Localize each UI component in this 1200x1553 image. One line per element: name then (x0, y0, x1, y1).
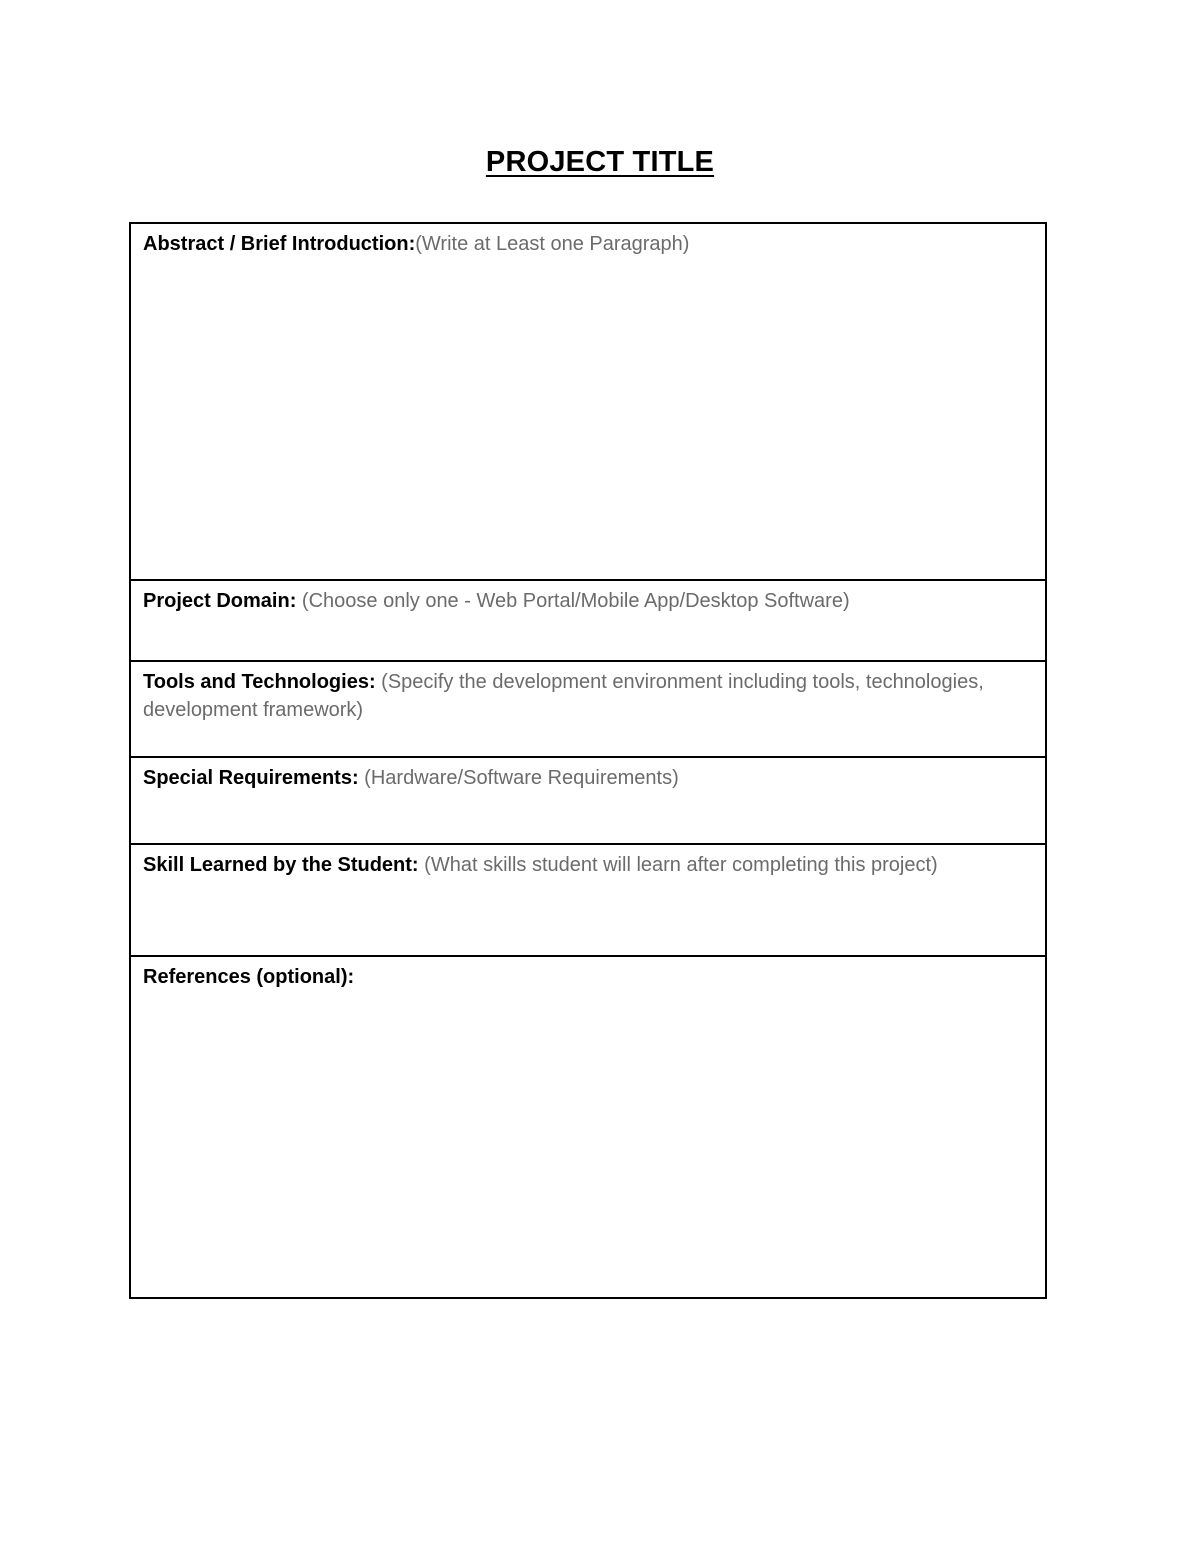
skills-learned-label: Skill Learned by the Student: (143, 854, 419, 876)
abstract-section[interactable] (131, 224, 1045, 581)
abstract-hint: (Write at Least one Paragraph) (415, 233, 690, 255)
references-label: References (optional): (143, 966, 355, 988)
special-requirements-section[interactable] (131, 756, 1045, 845)
special-requirements-label: Special Requirements: (143, 767, 359, 789)
project-domain-section[interactable] (131, 579, 1045, 661)
tools-technologies-section[interactable] (131, 660, 1045, 757)
skills-learned-hint: (What skills student will learn after completing this project) (418, 854, 938, 876)
page-title: PROJECT TITLE (485, 146, 715, 178)
special-requirements-hint: (Hardware/Software Requirements) (358, 767, 679, 789)
tools-technologies-label: Tools and Technologies: (143, 671, 376, 693)
tools-technologies-hint: (Specify the development environment including tools, technologies, development framework) (143, 671, 984, 721)
abstract-label: Abstract / Brief Introduction: (143, 233, 416, 255)
skills-learned-section[interactable] (131, 843, 1045, 956)
project-form-table (129, 222, 1047, 1299)
references-section[interactable] (131, 955, 1045, 1299)
project-domain-hint: (Choose only one - Web Portal/Mobile App/Desktop Software) (296, 590, 850, 612)
project-domain-label: Project Domain: (143, 590, 297, 612)
